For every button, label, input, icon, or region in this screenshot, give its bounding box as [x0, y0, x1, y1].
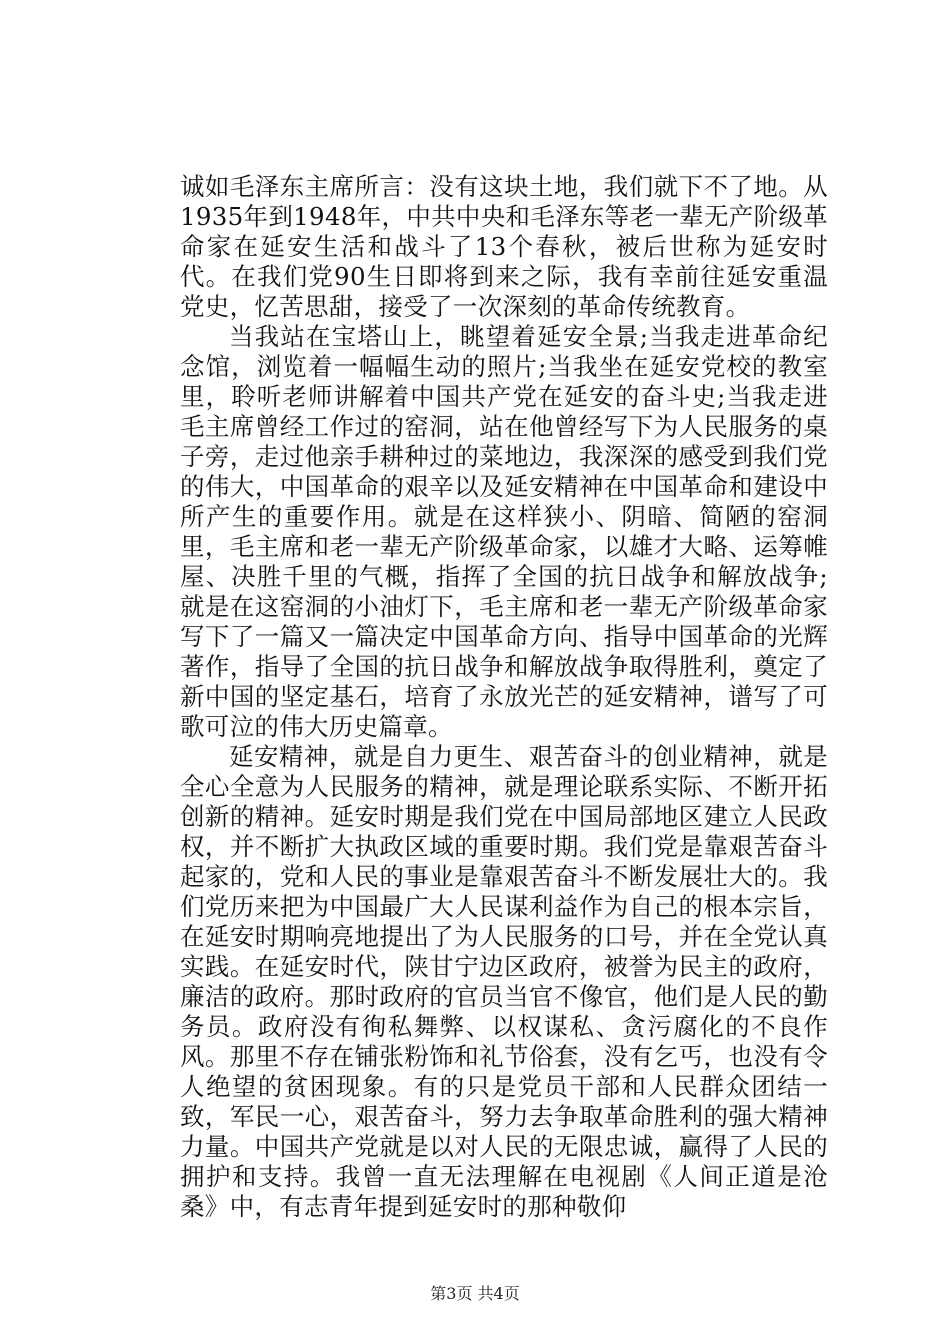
paragraph-1: 诚如毛泽东主席所言：没有这块土地，我们就下不了地。从1935年到1948年，中共中央和毛泽东等老一辈无产阶级革命家在延安生活和战斗了13个春秋，被后世称为延安时代。在我们党90生日即将到来之际，我有幸前往延安重温党史，忆苦思甜，接受了一次深刻的革命传统教育。 — [180, 172, 828, 321]
paragraph-3: 延安精神，就是自力更生、艰苦奋斗的创业精神，就是全心全意为人民服务的精神，就是理论联系实际、不断开拓创新的精神。延安时期是我们党在中国局部地区建立人民政权，并不断扩大执政区域的重要时期。我们党是靠艰苦奋斗起家的，党和人民的事业是靠艰苦奋斗不断发展壮大的。我们党历来把为中国最广大人民谋利益作为自己的根本宗旨，在延安时期响亮地提出了为人民服务的口号，并在全党认真实践。在延安时代，陕甘宁边区政府，被誉为民主的政府，廉洁的政府。那时政府的官员当官不像官，他们是人民的勤务员。政府没有徇私舞弊、以权谋私、贪污腐化的不良作风。那里不存在铺张粉饰和礼节俗套，没有乞丐，也没有令人绝望的贫困现象。有的只是党员干部和人民群众团结一致，军民一心，艰苦奋斗，努力去争取革命胜利的强大精神力量。中国共产党就是以对人民的无限忠诚，赢得了人民的拥护和支持。我曾一直无法理解在电视剧《人间正道是沧桑》中，有志青年提到延安时的那种敬仰 — [180, 742, 828, 1221]
page-footer: 第3页 共4页 — [430, 1284, 520, 1303]
document-body — [180, 172, 828, 1222]
paragraph-2: 当我站在宝塔山上，眺望着延安全景;当我走进革命纪念馆，浏览着一幅幅生动的照片;当我坐在延安党校的教室里，聆听老师讲解着中国共产党在延安的奋斗史;当我走进毛主席曾经工作过的窑洞，站在他曾经写下为人民服务的桌子旁，走过他亲手耕种过的菜地边，我深深的感受到我们党的伟大，中国革命的艰辛以及延安精神在中国革命和建设中所产生的重要作用。就是在这样狭小、阴暗、简陋的窑洞里，毛主席和老一辈无产阶级革命家，以雄才大略、运筹帷屋、决胜千里的气概，指挥了全国的抗日战争和解放战争;就是在这窑洞的小油灯下，毛主席和老一辈无产阶级革命家写下了一篇又一篇决定中国革命方向、指导中国革命的光辉著作，指导了全国的抗日战争和解放战争取得胜利，奠定了新中国的坚定基石，培育了永放光芒的延安精神，谱写了可歌可泣的伟大历史篇章。 — [180, 322, 828, 741]
